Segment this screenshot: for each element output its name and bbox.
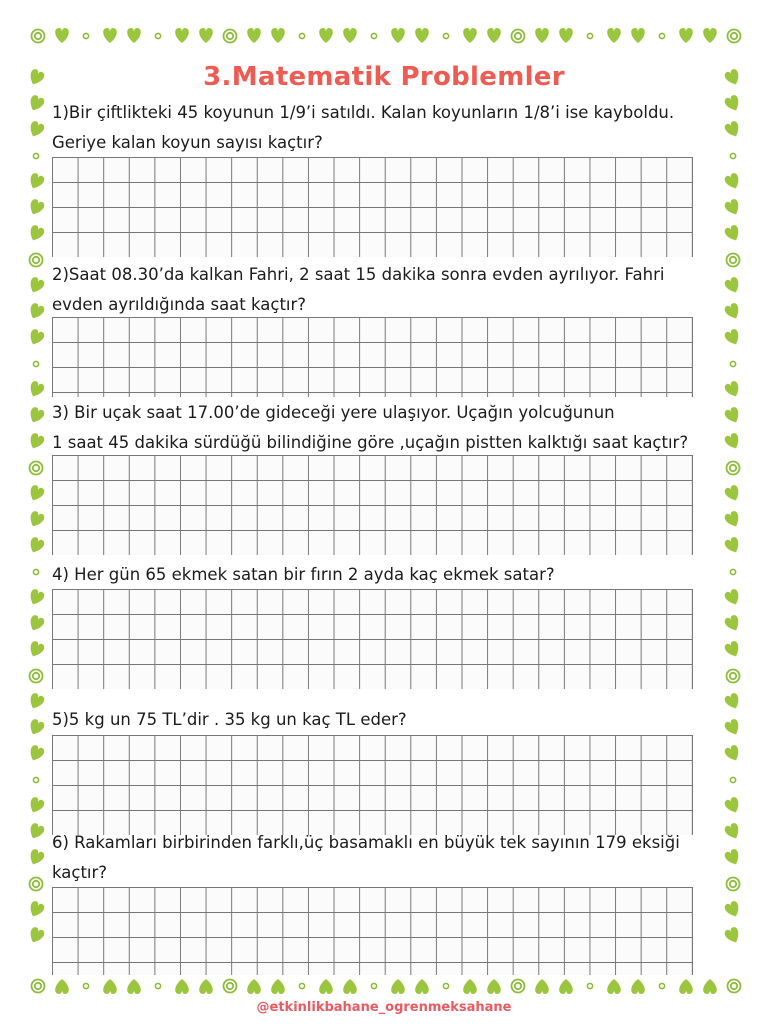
heart-icon — [319, 979, 333, 994]
heart-icon — [723, 380, 742, 399]
spiral-circle-icon — [32, 980, 45, 993]
question-line: 1 saat 45 dakika sürdüğü bilindiğine göre ,uçağın pistten kalktığı saat kaçtır? — [52, 433, 689, 452]
dot-icon — [659, 983, 664, 988]
dot-icon — [443, 33, 448, 38]
heart-icon — [463, 979, 477, 994]
answer-grid[interactable] — [52, 589, 693, 689]
heart-icon — [487, 28, 501, 43]
heart-icon — [319, 28, 333, 43]
heart-icon — [723, 224, 742, 243]
heart-icon — [723, 484, 742, 503]
heart-icon — [343, 28, 357, 43]
footer-credit: @etkinlikbahane_ogrenmeksahane — [256, 1000, 512, 1015]
answer-grid[interactable] — [52, 157, 693, 257]
dot-icon — [587, 983, 592, 988]
heart-icon — [127, 979, 141, 994]
dot-icon — [33, 777, 38, 782]
heart-icon — [391, 979, 405, 994]
heart-icon — [679, 28, 693, 43]
spiral-circle-icon — [728, 30, 741, 43]
heart-icon — [271, 979, 285, 994]
heart-icon — [27, 796, 46, 815]
dot-icon — [155, 33, 160, 38]
dot-icon — [730, 361, 735, 366]
heart-icon — [27, 172, 46, 191]
answer-grid[interactable] — [52, 887, 693, 975]
page-title: 3.Matematik Problemler — [203, 62, 565, 92]
answer-grid[interactable] — [52, 317, 693, 397]
question-2 — [52, 260, 736, 320]
heart-icon — [535, 28, 549, 43]
question-6 — [52, 828, 736, 888]
heart-icon — [103, 979, 117, 994]
question-line: kaçtır? — [52, 863, 108, 882]
question-4 — [52, 560, 736, 590]
spiral-circle-icon — [727, 670, 740, 683]
heart-icon — [723, 640, 742, 659]
heart-icon — [703, 28, 717, 43]
heart-icon — [535, 979, 549, 994]
heart-icon — [723, 536, 742, 555]
question-line: 6) Rakamları birbirinden farklı,üç basamaklı en büyük tek sayının 179 eksiği — [52, 833, 680, 852]
dot-icon — [371, 33, 376, 38]
heart-icon — [27, 744, 46, 763]
dot-icon — [299, 33, 304, 38]
heart-icon — [607, 979, 621, 994]
heart-icon — [127, 28, 141, 43]
heart-icon — [247, 979, 261, 994]
question-5 — [52, 705, 736, 735]
spiral-circle-icon — [30, 878, 43, 891]
heart-icon — [27, 484, 46, 503]
question-1 — [52, 98, 736, 158]
dot-icon — [371, 983, 376, 988]
heart-icon — [343, 979, 357, 994]
heart-icon — [723, 588, 742, 607]
heart-icon — [27, 536, 46, 555]
heart-icon — [27, 406, 46, 425]
heart-icon — [415, 979, 429, 994]
heart-icon — [631, 979, 645, 994]
heart-icon — [559, 979, 573, 994]
heart-icon — [607, 28, 621, 43]
dot-icon — [443, 983, 448, 988]
spiral-circle-icon — [728, 980, 741, 993]
heart-icon — [723, 926, 742, 945]
heart-icon — [27, 328, 46, 347]
answer-grid[interactable] — [52, 455, 693, 555]
heart-icon — [559, 28, 573, 43]
heart-icon — [27, 198, 46, 217]
heart-icon — [27, 94, 46, 113]
heart-icon — [27, 822, 46, 841]
heart-icon — [723, 198, 742, 217]
dot-icon — [33, 569, 38, 574]
dot-icon — [155, 983, 160, 988]
spiral-circle-icon — [512, 980, 525, 993]
answer-grid[interactable] — [52, 735, 693, 835]
heart-icon — [27, 640, 46, 659]
heart-icon — [27, 510, 46, 529]
dot-icon — [730, 777, 735, 782]
heart-icon — [175, 28, 189, 43]
spiral-circle-icon — [30, 670, 43, 683]
heart-icon — [723, 510, 742, 529]
heart-icon — [415, 28, 429, 43]
heart-icon — [27, 848, 46, 867]
spiral-circle-icon — [224, 980, 237, 993]
heart-icon — [27, 692, 46, 711]
dot-icon — [587, 33, 592, 38]
dot-icon — [659, 33, 664, 38]
heart-icon — [723, 744, 742, 763]
heart-icon — [199, 979, 213, 994]
heart-icon — [631, 28, 645, 43]
dot-icon — [299, 983, 304, 988]
heart-icon — [27, 614, 46, 633]
spiral-circle-icon — [30, 254, 43, 267]
dot-icon — [33, 361, 38, 366]
heart-icon — [487, 979, 501, 994]
question-line: 4) Her gün 65 ekmek satan bir fırın 2 ayda kaç ekmek satar? — [52, 565, 555, 584]
heart-icon — [463, 28, 477, 43]
heart-icon — [27, 380, 46, 399]
dot-icon — [33, 153, 38, 158]
heart-icon — [27, 276, 46, 295]
heart-icon — [391, 28, 405, 43]
question-line: 5)5 kg un 75 TL’dir . 35 kg un kaç TL eder? — [52, 710, 407, 729]
heart-icon — [55, 979, 69, 994]
question-3 — [52, 398, 736, 458]
heart-icon — [27, 120, 46, 139]
question-line: 3) Bir uçak saat 17.00’de gideceği yere ulaşıyor. Uçağın yolcuğunun — [52, 403, 615, 422]
spiral-circle-icon — [32, 30, 45, 43]
heart-icon — [103, 28, 117, 43]
heart-icon — [27, 588, 46, 607]
heart-icon — [27, 224, 46, 243]
heart-icon — [723, 614, 742, 633]
heart-icon — [703, 979, 717, 994]
heart-icon — [679, 979, 693, 994]
question-line: Geriye kalan koyun sayısı kaçtır? — [52, 133, 323, 152]
heart-icon — [27, 718, 46, 737]
dot-icon — [83, 33, 88, 38]
heart-icon — [27, 432, 46, 451]
heart-icon — [247, 28, 261, 43]
question-line: 1)Bir çiftlikteki 45 koyunun 1/9’i satıldı. Kalan koyunların 1/8’i ise kayboldu. — [52, 103, 675, 122]
heart-icon — [27, 926, 46, 945]
dot-icon — [83, 983, 88, 988]
heart-icon — [723, 900, 742, 919]
heart-icon — [723, 796, 742, 815]
question-line: evden ayrıldığında saat kaçtır? — [52, 295, 307, 314]
heart-icon — [27, 900, 46, 919]
heart-icon — [27, 302, 46, 321]
heart-icon — [723, 328, 742, 347]
heart-icon — [271, 28, 285, 43]
question-line: 2)Saat 08.30’da kalkan Fahri, 2 saat 15 dakika sonra evden ayrılıyor. Fahri — [52, 265, 665, 284]
spiral-circle-icon — [727, 462, 740, 475]
heart-icon — [55, 28, 69, 43]
heart-icon — [175, 979, 189, 994]
heart-icon — [723, 172, 742, 191]
spiral-circle-icon — [224, 30, 237, 43]
spiral-circle-icon — [30, 462, 43, 475]
spiral-circle-icon — [512, 30, 525, 43]
heart-icon — [199, 28, 213, 43]
